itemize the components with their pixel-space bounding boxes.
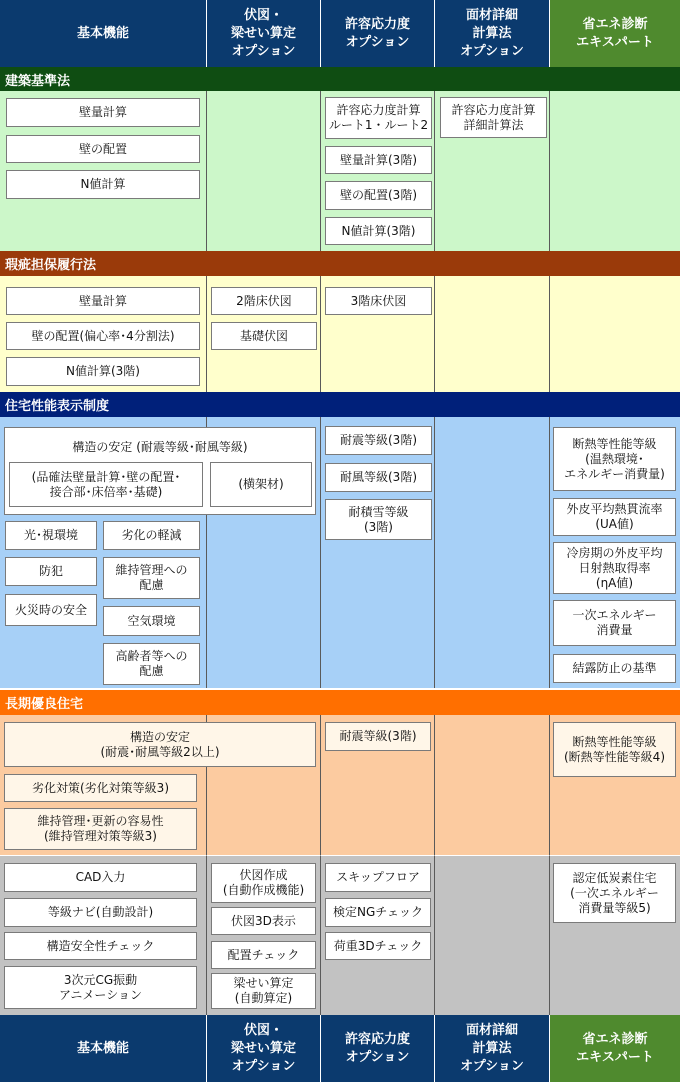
item-ua-value: 外皮平均熱貫流率 (UA値) bbox=[553, 498, 676, 536]
section-title-choki: 長期優良住宅 bbox=[0, 690, 680, 715]
item-grade-navi: 等級ナビ(自動設計) bbox=[4, 898, 197, 927]
other-cell-menzai bbox=[435, 855, 550, 1015]
item-maintenance: 維持管理への 配慮 bbox=[103, 557, 200, 599]
item-allowable-stress-detail: 許容応力度計算 詳細計算法 bbox=[440, 97, 547, 138]
item-primary-energy: 一次エネルギー 消費量 bbox=[553, 600, 676, 646]
item-foundation-plan: 基礎伏図 bbox=[211, 322, 317, 350]
item-allowable-stress-route: 許容応力度計算 ルート1・ルート2 bbox=[325, 97, 432, 139]
item-layout-check: 配置チェック bbox=[211, 941, 316, 969]
item-beam-depth-auto: 梁せい算定 (自動算定) bbox=[211, 973, 316, 1009]
item-air-environment: 空気環境 bbox=[103, 606, 200, 636]
column-header-kyoyo: 許容応力度 オプション bbox=[321, 0, 435, 67]
item-light-visual: 光･視環境 bbox=[5, 521, 97, 550]
item-n-value-3f-kashi: N値計算(3階) bbox=[6, 357, 200, 386]
item-wall-layout: 壁の配置 bbox=[6, 135, 200, 163]
structure-stability-sub-beam: (横架材) bbox=[210, 462, 312, 507]
item-deterioration-measures: 劣化対策(劣化対策等級3) bbox=[4, 774, 197, 802]
structure-stability-sub-wall: (品確法壁量計算･壁の配置･ 接合部･床倍率･基礎) bbox=[9, 462, 203, 507]
section-title-kenchiku: 建築基準法 bbox=[0, 67, 680, 91]
item-fire-safety: 火災時の安全 bbox=[5, 594, 97, 626]
item-seismic-grade-3f: 耐震等級(3階) bbox=[325, 426, 432, 455]
item-n-value: N値計算 bbox=[6, 170, 200, 199]
item-ng-check: 検定NGチェック bbox=[325, 898, 431, 927]
item-cad-input: CAD入力 bbox=[4, 863, 197, 892]
column-header-shoene: 省エネ診断 エキスパート bbox=[550, 0, 680, 67]
item-plan-3d-view: 伏図3D表示 bbox=[211, 907, 316, 935]
item-structure-stability-grade2: 構造の安定 (耐震･耐風等級2以上) bbox=[4, 722, 316, 767]
item-wind-grade-3f: 耐風等級(3階) bbox=[325, 463, 432, 492]
item-load-3d-check: 荷重3Dチェック bbox=[325, 932, 431, 960]
column-header-fuzu: 伏図・ 梁せい算定 オプション bbox=[207, 0, 321, 67]
kashi-cell-shoene bbox=[550, 276, 680, 392]
item-skip-floor: スキップフロア bbox=[325, 863, 431, 892]
item-elderly-consideration: 高齢者等への 配慮 bbox=[103, 643, 200, 685]
structure-stability-title: 構造の安定 (耐震等級･耐風等級) bbox=[72, 440, 248, 454]
choki-cell-menzai bbox=[435, 715, 550, 855]
item-deterioration-reduction: 劣化の軽減 bbox=[103, 521, 200, 550]
item-structure-check: 構造安全性チェック bbox=[4, 932, 197, 960]
item-wall-layout-eccentricity: 壁の配置(偏心率･4分割法) bbox=[6, 322, 200, 350]
kenchiku-cell-shoene bbox=[550, 91, 680, 251]
item-wall-layout-3f: 壁の配置(3階) bbox=[325, 181, 432, 210]
item-n-value-3f: N値計算(3階) bbox=[325, 217, 432, 245]
section-title-kashi: 瑕疵担保履行法 bbox=[0, 251, 680, 276]
item-low-carbon: 認定低炭素住宅 (一次エネルギー 消費量等級5) bbox=[553, 863, 676, 923]
item-seismic-grade-3f-choki: 耐震等級(3階) bbox=[325, 722, 431, 751]
item-wall-quantity: 壁量計算 bbox=[6, 98, 200, 127]
footer-header-menzai: 面材詳細 計算法 オプション bbox=[435, 1015, 550, 1082]
item-insulation-grade: 断熱等性能等級 (温熱環境･ エネルギー消費量) bbox=[553, 427, 676, 491]
kenchiku-cell-fuzu bbox=[207, 91, 321, 251]
footer-header-basic: 基本機能 bbox=[0, 1015, 207, 1082]
footer-header-fuzu: 伏図・ 梁せい算定 オプション bbox=[207, 1015, 321, 1082]
column-header-menzai: 面材詳細 計算法 オプション bbox=[435, 0, 550, 67]
item-snow-grade-3f: 耐積雪等級 (3階) bbox=[325, 499, 432, 540]
item-plan-auto-create: 伏図作成 (自動作成機能) bbox=[211, 863, 316, 903]
jutaku-cell-menzai bbox=[435, 417, 550, 688]
item-maintenance-update: 維持管理･更新の容易性 (維持管理対策等級3) bbox=[4, 808, 197, 850]
jutaku-cell-kyoyo bbox=[321, 417, 435, 688]
kashi-cell-menzai bbox=[435, 276, 550, 392]
item-wall-quantity-3f: 壁量計算(3階) bbox=[325, 146, 432, 174]
item-crime-prevention: 防犯 bbox=[5, 557, 97, 586]
item-eta-a-value: 冷房期の外皮平均 日射熱取得率 (ηA値) bbox=[553, 542, 676, 594]
item-3dcg-animation: 3次元CG振動 アニメーション bbox=[4, 966, 197, 1009]
column-header-basic: 基本機能 bbox=[0, 0, 207, 67]
item-2f-floor-plan: 2階床伏図 bbox=[211, 287, 317, 315]
section-title-jutaku: 住宅性能表示制度 bbox=[0, 392, 680, 417]
footer-header-kyoyo: 許容応力度 オプション bbox=[321, 1015, 435, 1082]
item-wall-quantity-kashi: 壁量計算 bbox=[6, 287, 200, 315]
item-condensation: 結露防止の基準 bbox=[553, 654, 676, 683]
footer-header-shoene: 省エネ診断 エキスパート bbox=[550, 1015, 680, 1082]
item-insulation-grade4: 断熱等性能等級 (断熱等性能等級4) bbox=[553, 722, 676, 777]
item-3f-floor-plan: 3階床伏図 bbox=[325, 287, 432, 315]
